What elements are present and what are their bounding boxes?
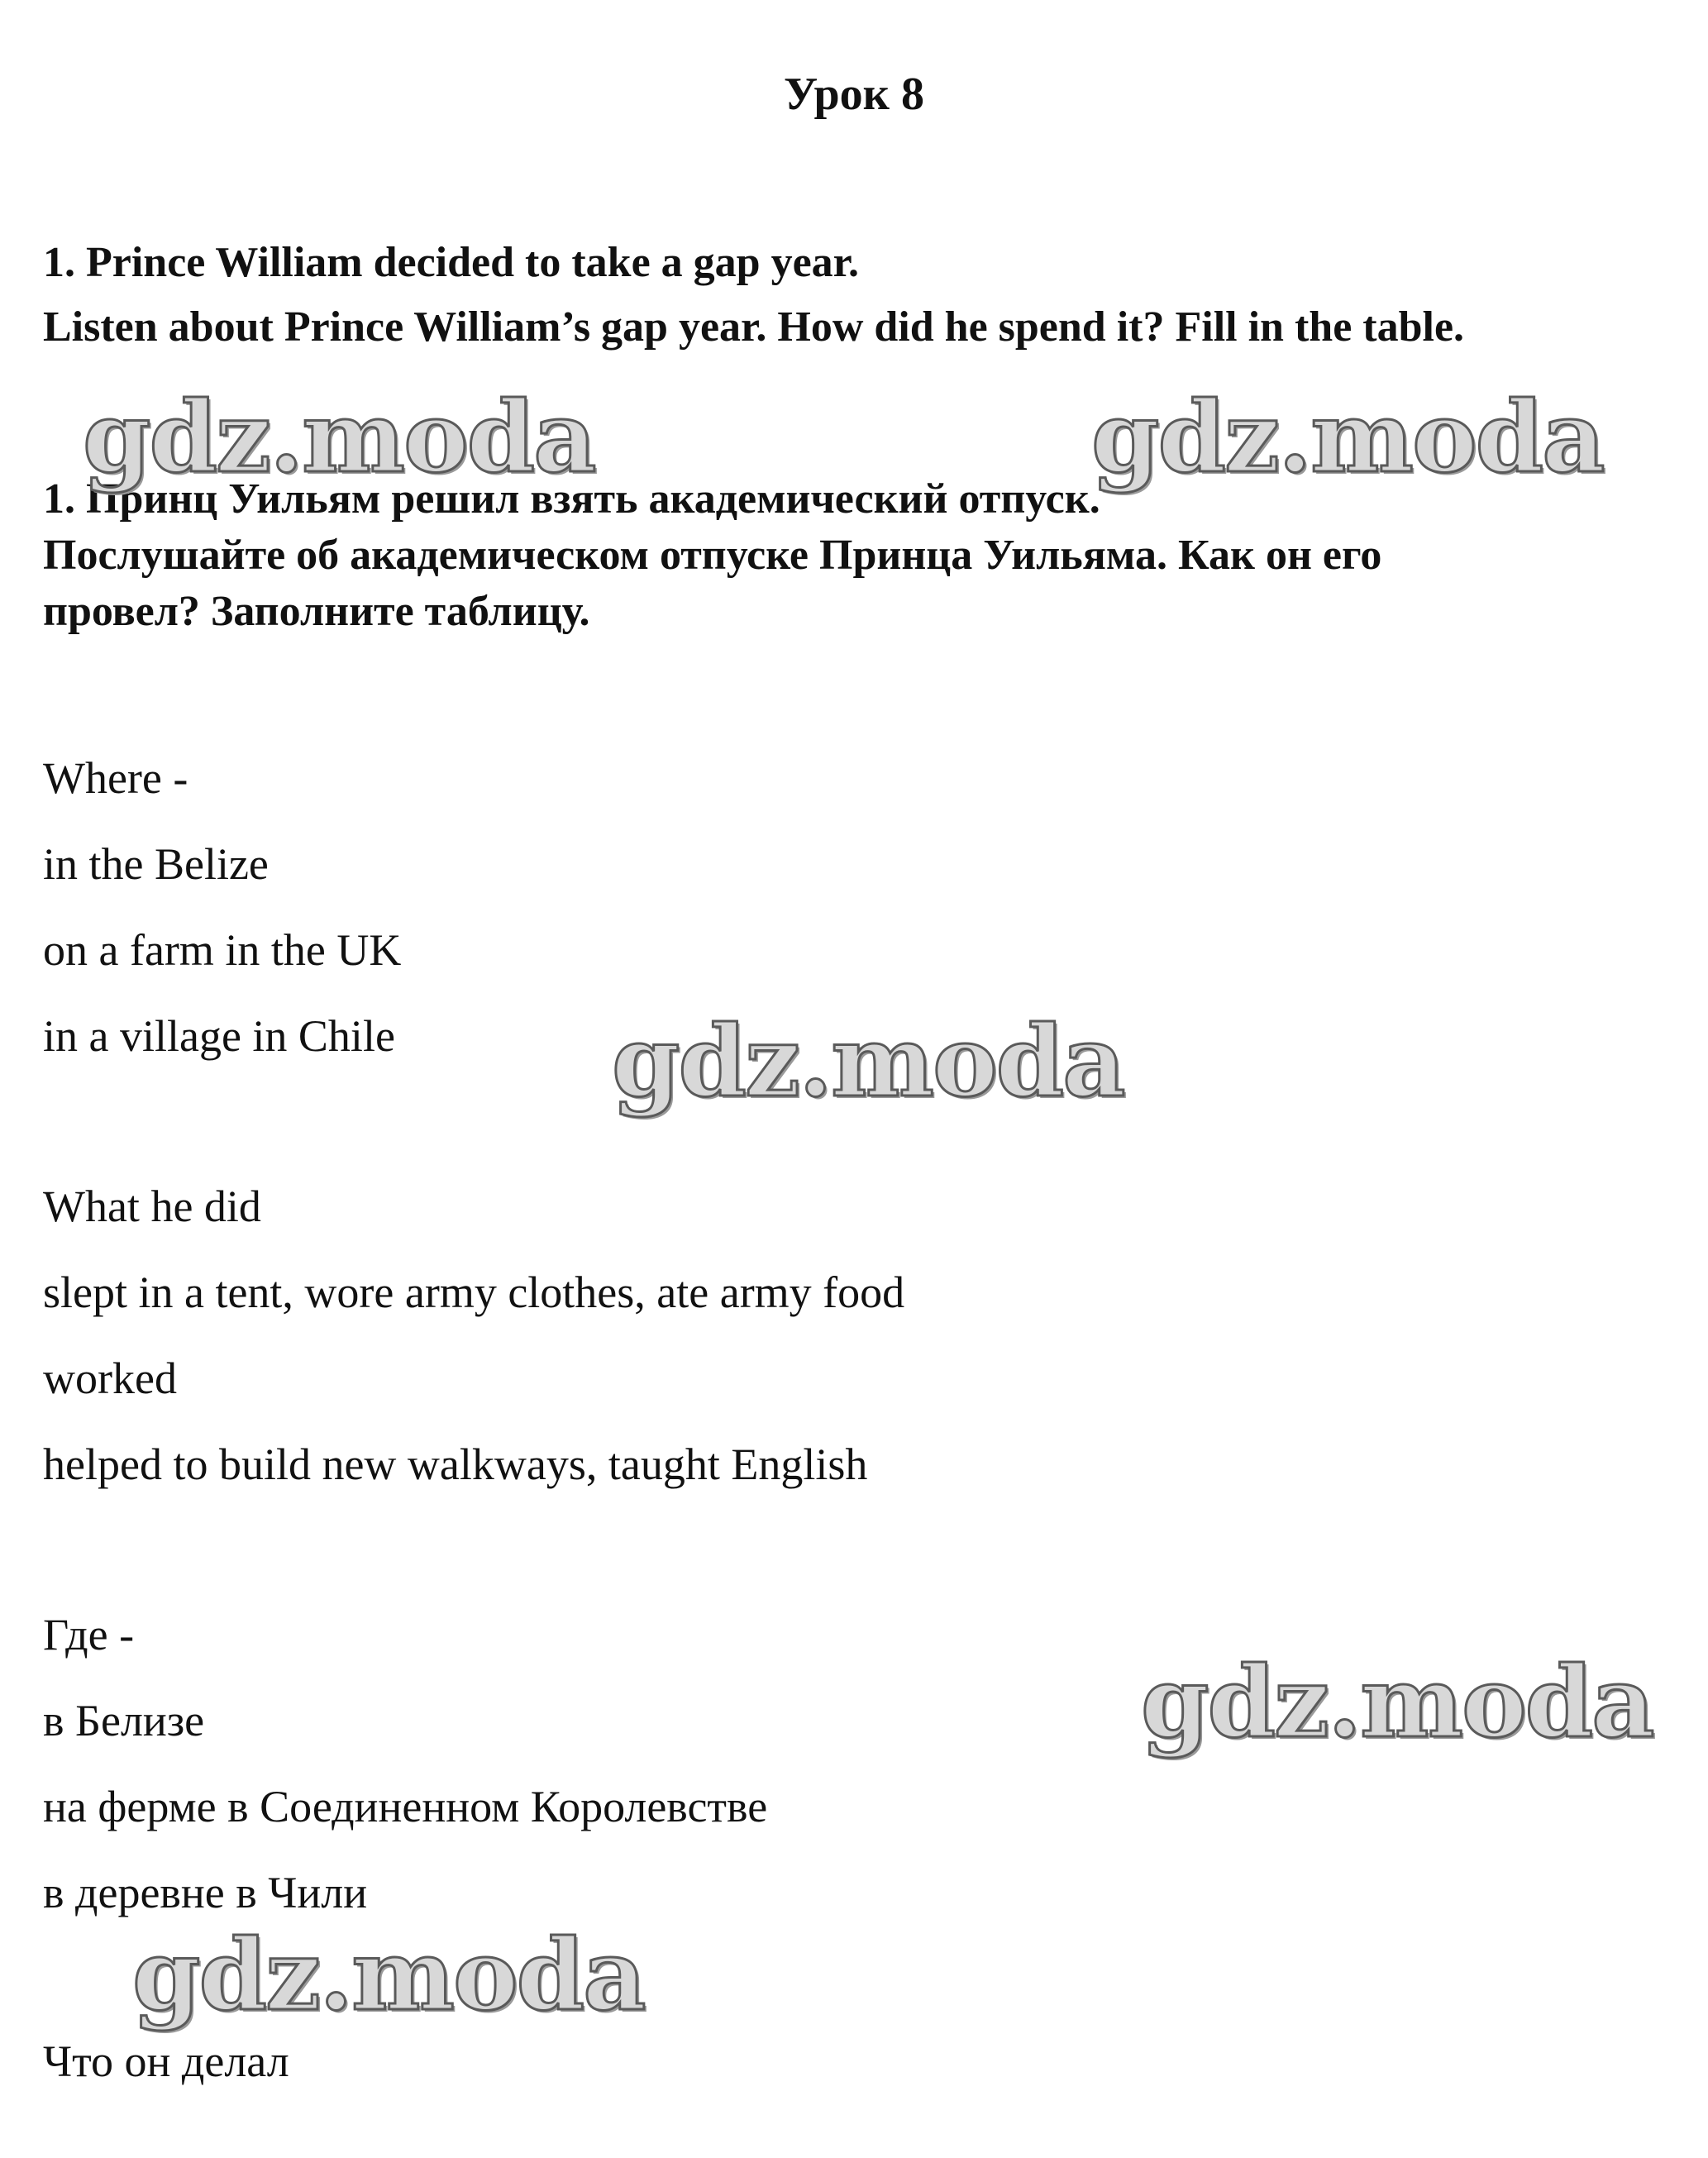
watermark: gdz.moda — [83, 380, 595, 494]
where-label-ru: Где - — [43, 1610, 135, 1659]
where-item-en: on a farm in the UK — [43, 925, 402, 975]
watermark: gdz.moda — [132, 1917, 645, 2032]
watermark: gdz.moda — [1141, 1645, 1653, 1759]
where-item-ru: в деревне в Чили — [43, 1868, 368, 1917]
watermark: gdz.moda — [1091, 380, 1604, 494]
did-item-en: worked — [43, 1354, 177, 1403]
task-ru-instruction-line1: Послушайте об академическом отпуске Принца Уильяма. Как он его — [43, 532, 1382, 579]
where-item-ru: в Белизе — [43, 1696, 205, 1745]
task-en-instruction: Listen about Prince William’s gap year. How did he spend it? Fill in the table. — [43, 303, 1465, 351]
did-item-en: slept in a tent, wore army clothes, ate army food — [43, 1268, 905, 1317]
task-ru-heading: 1. Принц Уильям решил взять академический отпуск. — [43, 475, 1100, 523]
task-ru-instruction-line2: провел? Заполните таблицу. — [43, 588, 590, 635]
where-item-en: in the Belize — [43, 839, 269, 889]
where-item-en: in a village in Chile — [43, 1011, 395, 1061]
did-item-en: helped to build new walkways, taught English — [43, 1439, 868, 1489]
task-en-heading: 1. Prince William decided to take a gap year. — [43, 239, 859, 286]
did-label-ru: Что он делал — [43, 2036, 289, 2086]
where-label-en: Where - — [43, 753, 188, 803]
where-item-ru: на ферме в Соединенном Королевстве — [43, 1782, 768, 1831]
did-label-en: What he did — [43, 1182, 261, 1231]
watermark: gdz.moda — [612, 1004, 1124, 1119]
page-title: Урок 8 — [784, 69, 924, 120]
